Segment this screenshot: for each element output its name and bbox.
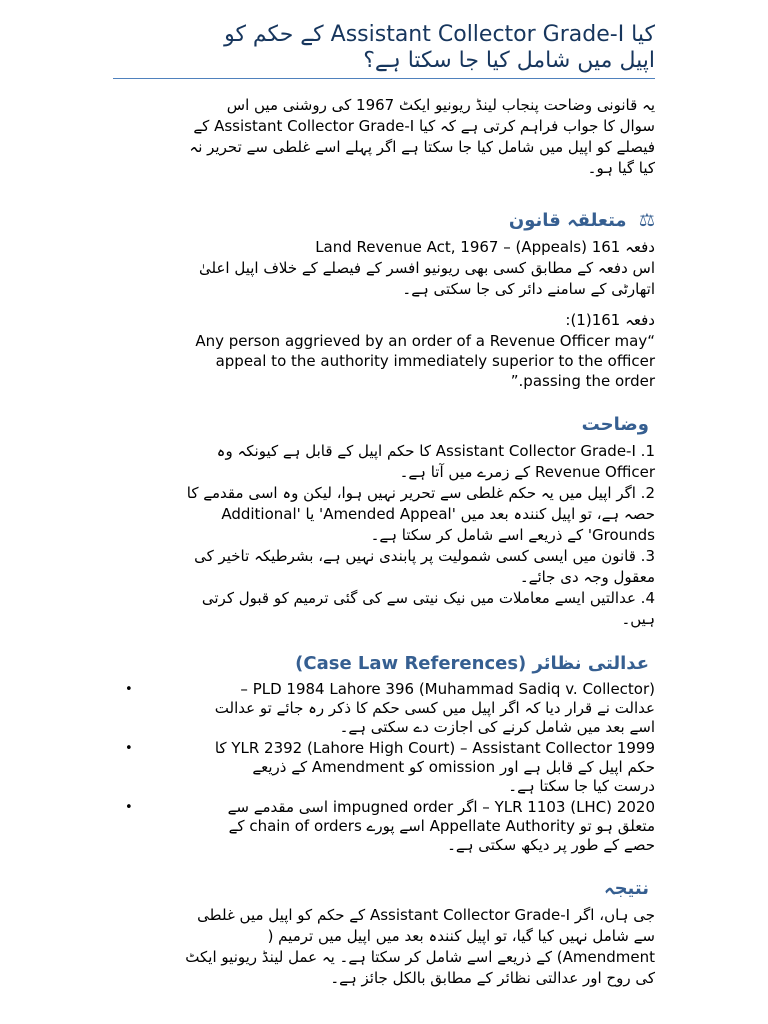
quote-label: دفعہ 161(1): bbox=[565, 311, 655, 329]
list-item-line: 4. عدالتیں ایسے معاملات میں نیک نیتی سے کی گئی ترمیم کو قبول کرتی bbox=[201, 589, 655, 607]
law-heading-text: متعلقہ قانون bbox=[508, 210, 627, 231]
case-text: اسے بعد میں شامل کرنے کی اجازت دے سکتی ہے۔ bbox=[339, 718, 655, 736]
case-text: حکم اپیل کے قابل ہے اور omission کو Amendment کے ذریعے bbox=[252, 758, 655, 776]
list-item bbox=[113, 483, 655, 546]
list-item-line: 1. Assistant Collector Grade-I کا حکم اپیل کے قابل ہے کیونکہ وہ bbox=[216, 442, 655, 460]
conclusion-heading-text: نتیجہ bbox=[604, 878, 649, 899]
list-item-line: 3. قانون میں ایسی کسی شمولیت پر پابندی نہیں ہے، بشرطیکہ تاخیر کی bbox=[194, 547, 655, 565]
case-text: عدالت نے قرار دیا کہ اگر اپیل میں کسی حکم کا ذکر رہ جائے تو عدالت bbox=[214, 699, 655, 717]
law-summary bbox=[113, 258, 655, 300]
scales-icon: ⚖ bbox=[638, 210, 655, 231]
conclusion-line: سے شامل نہیں کیا گیا، تو اپیل کنندہ بعد میں اپیل میں ترمیم ( bbox=[267, 927, 655, 945]
case-text: حصے کے طور پر دیکھ سکتی ہے۔ bbox=[447, 836, 655, 854]
list-item bbox=[125, 798, 655, 855]
intro-paragraph bbox=[113, 95, 655, 179]
explanation-heading bbox=[113, 413, 655, 437]
document-page bbox=[113, 22, 655, 989]
case-citation: PLD 1984 Lahore 396 (Muhammad Sadiq v. Collector) – bbox=[240, 680, 655, 698]
conclusion-paragraph bbox=[113, 905, 655, 989]
law-source: دفعہ 161 (Appeals) – Land Revenue Act, 1967 bbox=[315, 238, 655, 256]
conclusion-heading bbox=[113, 877, 655, 901]
document-title bbox=[113, 22, 655, 79]
case-law-heading bbox=[113, 652, 655, 676]
list-item-line: Revenue Officer کے زمرے میں آتا ہے۔ bbox=[399, 463, 655, 481]
case-law-heading-text: عدالتی نظائر (Case Law References) bbox=[295, 653, 649, 674]
bullet-icon: • bbox=[125, 800, 133, 815]
bullet-icon: • bbox=[125, 741, 133, 756]
quote-line: “Any person aggrieved by an order of a Revenue Officer may bbox=[195, 332, 655, 350]
law-summary-line: اتھارٹی کے سامنے دائر کی جا سکتی ہے۔ bbox=[402, 280, 655, 298]
bullet-icon: • bbox=[125, 682, 133, 697]
case-law-list bbox=[113, 680, 655, 855]
list-item-line: معقول وجہ دی جائے۔ bbox=[519, 568, 655, 586]
list-item bbox=[125, 739, 655, 796]
explanation-list bbox=[113, 441, 655, 630]
title-line-1: کیا Assistant Collector Grade-I کے حکم کو bbox=[224, 22, 655, 47]
list-item-line: حصہ ہے، تو اپیل کنندہ بعد میں 'Amended Appeal' یا 'Additional bbox=[221, 505, 655, 523]
intro-line: یہ قانونی وضاحت پنجاب لینڈ ریونیو ایکٹ 1967 کی روشنی میں اس bbox=[226, 96, 655, 114]
intro-line: کیا گیا ہو۔ bbox=[587, 159, 655, 177]
list-item bbox=[113, 588, 655, 630]
conclusion-line: جی ہاں، اگر Assistant Collector Grade-I کے حکم کو اپیل میں غلطی bbox=[197, 906, 655, 924]
case-citation: 1999 YLR 2392 (Lahore High Court) – Assistant Collector کا bbox=[214, 739, 655, 757]
list-item bbox=[113, 441, 655, 483]
list-item-line: Grounds' کے ذریعے اسے شامل کر سکتا ہے۔ bbox=[370, 526, 655, 544]
case-citation: 2020 YLR 1103 (LHC) – اگر impugned order اسی مقدمے سے bbox=[227, 798, 655, 816]
intro-line: فیصلے کو اپیل میں شامل کیا جا سکتا ہے اگر پہلے اسے غلطی سے تحریر نہ bbox=[189, 138, 655, 156]
list-item bbox=[125, 680, 655, 737]
quote-line: appeal to the authority immediately superior to the officer bbox=[215, 352, 655, 370]
law-summary-line: اس دفعہ کے مطابق کسی بھی ریونیو افسر کے فیصلے کے خلاف اپیل اعلیٰ bbox=[199, 259, 655, 277]
title-line-2: اپیل میں شامل کیا جا سکتا ہے؟ bbox=[363, 48, 655, 73]
case-text: متعلق ہو تو Appellate Authority اسے پورے chain of orders کے bbox=[228, 817, 655, 835]
intro-line: سوال کا جواب فراہم کرتی ہے کہ کیا Assistant Collector Grade-I کے bbox=[193, 117, 655, 135]
statute-quote bbox=[113, 331, 655, 391]
law-heading bbox=[113, 209, 655, 233]
case-text: درست کیا جا سکتا ہے۔ bbox=[508, 777, 655, 795]
list-item bbox=[113, 546, 655, 588]
quote-line: passing the order.” bbox=[510, 372, 655, 390]
list-item-line: 2. اگر اپیل میں یہ حکم غلطی سے تحریر نہیں ہوا، لیکن وہ اسی مقدمے کا bbox=[186, 484, 655, 502]
conclusion-line: کی روح اور عدالتی نظائر کے مطابق بالکل جائز ہے۔ bbox=[330, 969, 655, 987]
list-item-line: ہیں۔ bbox=[621, 610, 655, 628]
conclusion-line: Amendment) کے ذریعے اسے شامل کر سکتا ہے۔ یہ عمل لینڈ ریونیو ایکٹ bbox=[185, 948, 655, 966]
explanation-heading-text: وضاحت bbox=[581, 414, 649, 435]
